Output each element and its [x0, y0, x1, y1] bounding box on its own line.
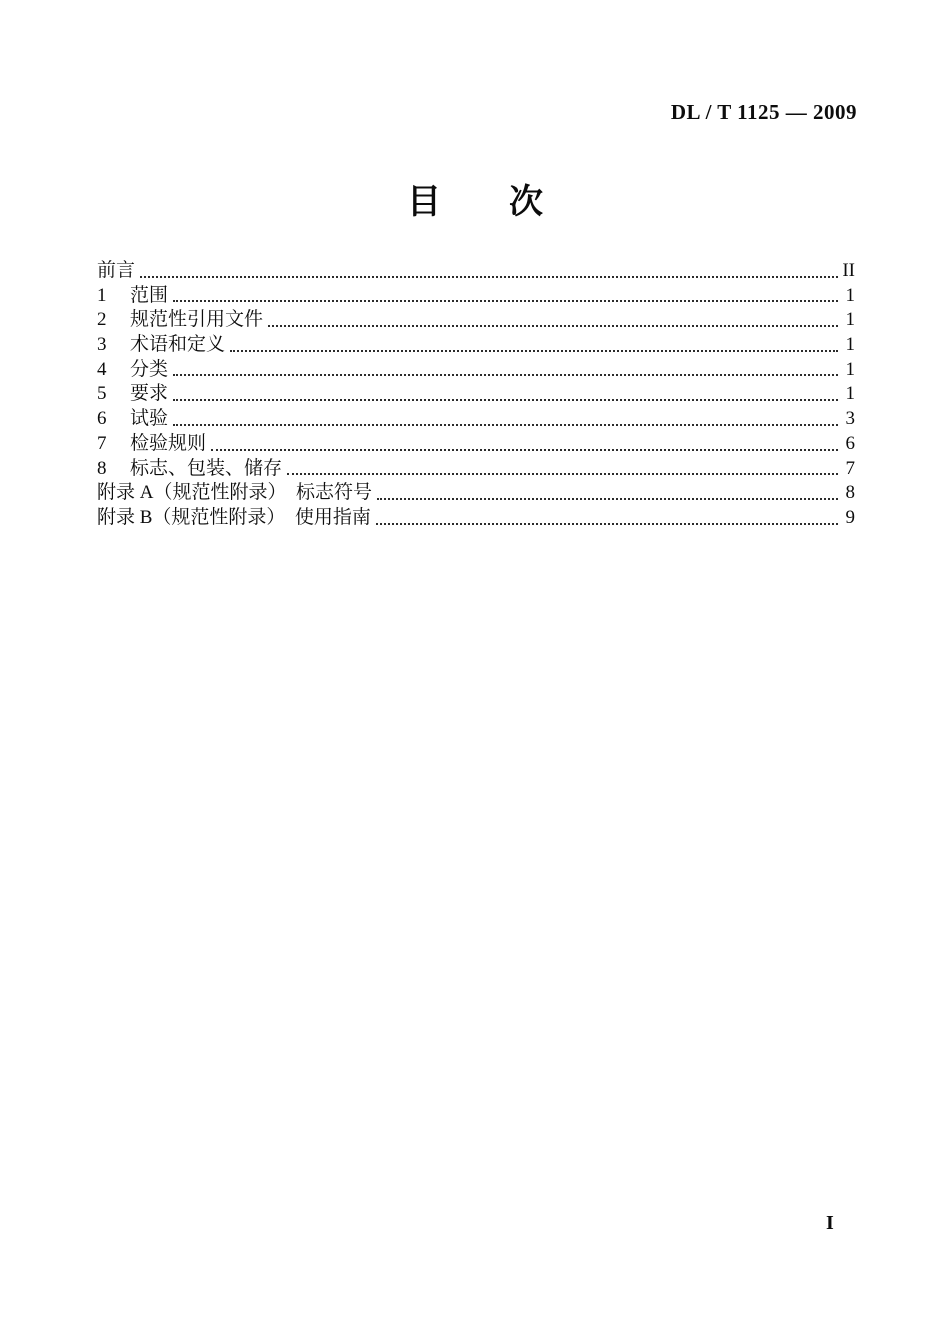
toc-dot-leader [211, 426, 838, 451]
toc-entry-number: 6 [97, 408, 107, 430]
toc-entry-page: 6 [845, 432, 855, 454]
toc-entry-number: 1 [97, 284, 107, 306]
toc-entry-number: 3 [97, 334, 107, 356]
toc-entry-number: 5 [97, 383, 107, 405]
footer-page-number: I [826, 1212, 834, 1234]
toc-dot-leader [140, 253, 838, 278]
table-of-contents [97, 259, 855, 531]
toc-entry-label: 前言 [97, 260, 136, 281]
toc-entry-page: 1 [845, 334, 855, 356]
toc-entry-label: 分类 [130, 358, 169, 380]
toc-entry-label: 范围 [130, 284, 169, 306]
toc-entry-label: 检验规则 [130, 432, 207, 454]
toc-entry-page: 8 [845, 482, 855, 504]
toc-dot-leader [173, 401, 838, 426]
standard-code-header: DL / T 1125 — 2009 [670, 100, 857, 124]
toc-dot-leader [376, 500, 838, 525]
toc-entry-number: 4 [97, 358, 107, 380]
toc-entry-page: 1 [845, 284, 855, 306]
toc-entry-page: 7 [845, 457, 855, 479]
toc-dot-leader [173, 376, 838, 401]
toc-entry-number: 8 [97, 457, 107, 479]
toc-entry-label: 规范性引用文件 [130, 309, 264, 331]
toc-entry-page: 9 [845, 506, 855, 528]
toc-entry-number: 2 [97, 309, 107, 331]
toc-dot-leader [173, 352, 838, 377]
toc-entry-page: 1 [845, 383, 855, 405]
toc-dot-leader [230, 327, 838, 352]
toc-dot-leader [268, 302, 838, 327]
toc-entry-label: 标志、包装、储存 [130, 457, 283, 479]
toc-dot-leader [377, 475, 838, 500]
toc-entry-page: 1 [845, 309, 855, 331]
toc-entry-label: 附录 A（规范性附录） 标志符号 [97, 482, 372, 504]
toc-entry-label: 附录 B（规范性附录） 使用指南 [97, 506, 371, 528]
toc-entry-label: 试验 [130, 408, 169, 430]
page-title: 目 次 [407, 183, 543, 221]
toc-entry-label: 术语和定义 [130, 334, 226, 356]
toc-dot-leader [287, 451, 838, 476]
toc-entry-page: 1 [845, 358, 855, 380]
toc-entry-page: II [842, 260, 855, 281]
toc-entry [97, 506, 855, 531]
toc-entry-page: 3 [845, 408, 855, 430]
toc-dot-leader [173, 278, 838, 303]
toc-entry-label: 要求 [130, 383, 169, 405]
toc-entry-number: 7 [97, 432, 107, 454]
